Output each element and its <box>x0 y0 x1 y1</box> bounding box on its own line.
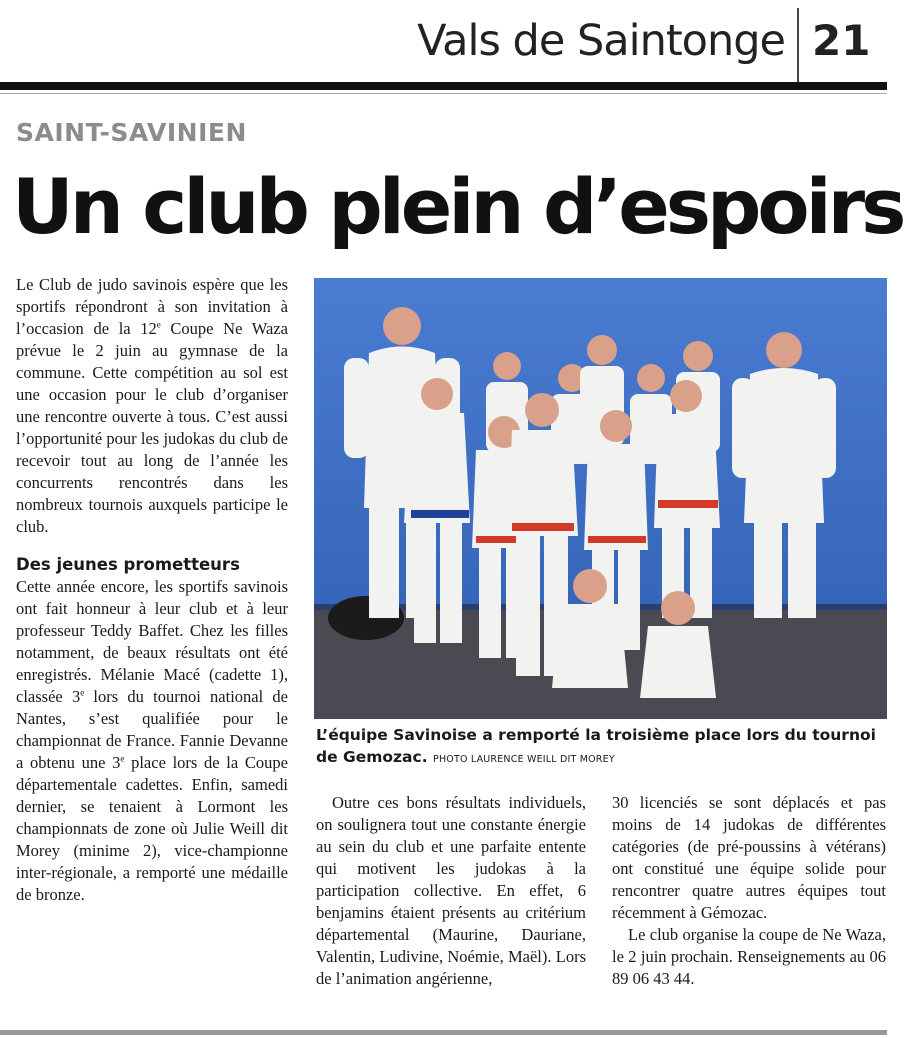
body-paragraph: Cette année encore, les sportifs savinois ont fait honneur à leur club et à leur professeur Teddy Baffet. Chez les filles notamment, de beaux résultats ont été enregistrés. Mélanie Macé (cadette 1), classée 3e lors du tournoi national de Nantes, s’est qualifiée pour le championnat de France. Fannie Devanne a obtenu une 3e place lors de la Coupe départementale cadettes. Enfin, samedi dernier, se tenaient à Lormont les championnats de zone où Julie Weill dit Morey (minime 2), vice-championne inter-régionale, a remporté une médaille de bronze. <box>16 577 288 904</box>
article-kicker: SAINT-SAVINIEN <box>16 118 247 147</box>
article-column-1 <box>16 274 288 906</box>
header-rule <box>0 82 887 90</box>
article-headline: Un club plein d’espoirs <box>12 162 903 251</box>
article-subhead: Des jeunes prometteurs <box>16 555 240 574</box>
team-photo <box>314 278 887 719</box>
column-3-paragraph-2: Le club organise la coupe de Ne Waza, le 2 juin prochain. Renseignements au 06 89 06 43 44. <box>612 925 886 988</box>
article-column-2 <box>316 792 586 990</box>
column-2-paragraph: Outre ces bons résultats individuels, on soulignera tout une constante énergie au sein du club et une parfaite entente qui motivent les judokas à la participation collective. En effet, 6 benjamins étaient présents au critérium départemental (Maurine, Dauriane, Valentin, Ludivine, Noémie, Maël). Lors de l’animation angérienne, <box>316 793 586 988</box>
header-thin-rule <box>0 93 887 94</box>
footer-rule <box>0 1030 887 1035</box>
page-number: 21 <box>812 16 871 65</box>
photo-caption: L’équipe Savinoise a remporté la troisième place lors du tournoi de Gemozac. PHOTO LAURENCE WEILL DIT MOREY <box>316 726 876 766</box>
header-separator <box>797 8 799 84</box>
column-3-paragraph-1: 30 licenciés se sont déplacés et pas moins de 14 judokas de différentes catégories (de pré-poussins à vétérans) ont constitué une équipe solide pour rencontrer quatre autres équipes tout récemment à Gémozac. <box>612 793 886 922</box>
photo-credit: PHOTO LAURENCE WEILL DIT MOREY <box>433 754 615 765</box>
section-title: Vals de Saintonge <box>417 16 785 66</box>
intro-paragraph: Le Club de judo savinois espère que les sportifs répondront à son invitation à l’occasion de la 12e Coupe Ne Waza prévue le 2 juin au gymnase de la commune. Cette compétition au sol est une occasion pour le club d’organiser une rencontre ouverte à tous. C’est aussi l’opportunité pour les judokas du club de recevoir tout au long de l’année les concurrents rencontrés dans les nombreux tournois auxquels participe le club. <box>16 275 288 536</box>
article-column-3 <box>612 792 886 990</box>
